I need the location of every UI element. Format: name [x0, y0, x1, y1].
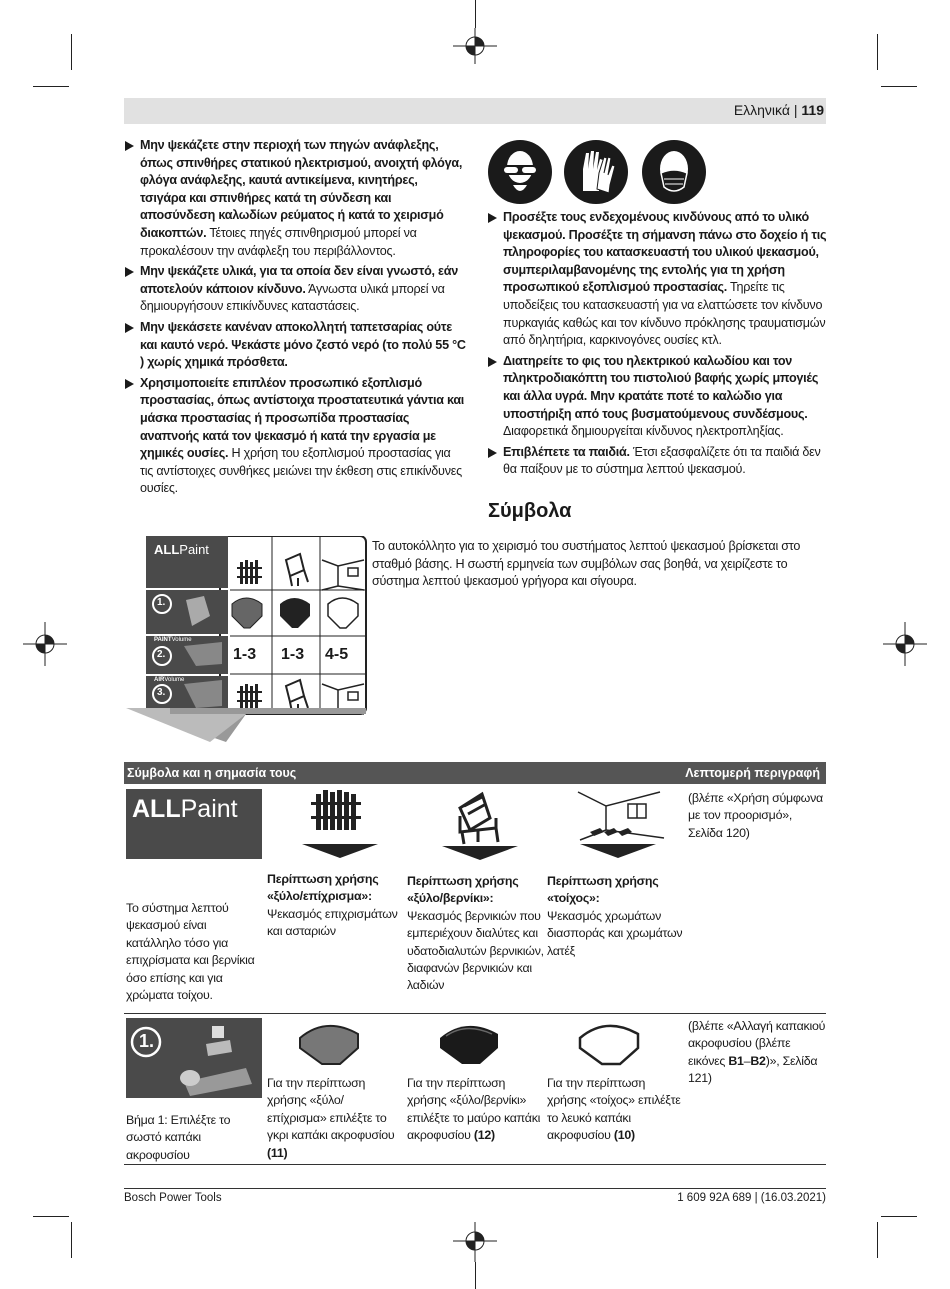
sticker-illustration: [126, 536, 368, 742]
chair-icon: [420, 788, 540, 860]
warning-item: Μην ψεκάζετε στην περιοχή των πηγών ανάφλεξης, όπως σπινθήρες στατικού ηλεκτρισμού, ανοιχτή φλόγα, φλόγα ανάφλεξης, καυτά αντικείμενα, κινητήρες, τσιγάρα και σπινθήρες κατά τη σύνδεση και αποσύνδεση καλωδίων ρεύματος ή κατά το χειρισμό διακοπτών. Τέτοιες πηγές σπινθηρισμού μπορεί να προκαλέσουν την ανάφλεξη του περιβάλλοντος.: [124, 137, 466, 260]
case-wall: Περίπτωση χρήσης «τοίχος»: Ψεκασμός χρωμάτων διασποράς και χρωμάτων λατέξ: [547, 874, 683, 958]
table-header-right: Λεπτομερή περιγραφή: [685, 766, 820, 780]
detail-nozzle-change: (βλέπε «Αλλαγή καπακιού ακροφυσίου (βλέπε εικόνες B1–B2)», Σελίδα 121): [688, 1019, 826, 1086]
page-number: 119: [801, 102, 824, 118]
table-bottom-rule: [124, 1164, 826, 1165]
detail-intended-use: (βλέπε «Χρήση σύμφωνα με τον προορισμό», Σελίδα 120): [688, 791, 823, 840]
page-header: [734, 102, 824, 118]
case-wood-varnish: Περίπτωση χρήσης «ξύλο/βερνίκι»: Ψεκασμός βερνικιών που εμπεριέχουν διαλύτες και υδατοδιαλυτών βερνικιών, διαφανών βερνικιών και λαδιών: [407, 874, 544, 993]
sticker-step-3: 3.: [157, 687, 166, 698]
footer-left: Bosch Power Tools: [124, 1192, 222, 1204]
right-column: [487, 209, 827, 482]
gloves-icon: [564, 140, 628, 204]
case-black-cap: Για την περίπτωση χρήσης «ξύλο/βερνίκι» επιλέξτε το μαύρο καπάκι ακροφυσίου (12): [407, 1076, 541, 1143]
warning-item: Επιβλέπετε τα παιδιά. Έτσι εξασφαλίζετε ότι τα παιδιά δεν θα παίξουν με το σύστημα λεπτού ψεκασμού.: [487, 444, 827, 479]
symbols-intro: Το αυτοκόλλητο για το χειρισμό του συστήματος λεπτού ψεκασμού βρίσκεται στο σταθμό βάσης. Η σωστή ερμηνεία των συμβόλων σας βοηθά, να χειρίζεστε το σύστημα λεπτού ψεκασμού γρήγορα και σίγουρα.: [372, 539, 801, 589]
room-wall-icon: [560, 786, 680, 860]
case-grey-cap: Για την περίπτωση χρήσης «ξύλο/ επίχρισμα» επιλέξτε το γκρι καπάκι ακροφυσίου (11): [267, 1076, 395, 1160]
section-title-symbols: Σύμβολα: [488, 500, 572, 522]
sticker-volume-2: 1-3: [281, 646, 305, 663]
warning-item: Διατηρείτε το φις του ηλεκτρικού καλωδίου και τον πληκτροδιακόπτη του πιστολιού βαφής χωρίς μπογιές και άλλα υγρά. Μην κρατάτε ποτέ το καλώδιο για υποστήριξη από τους βυσματούμενους συνδέσμους. Διαφορετικά δημιουργείται κίνδυνος ηλεκτροπληξίας.: [487, 353, 827, 441]
warning-item: Μην ψεκάζετε υλικά, για τα οποία δεν είναι γνωστό, εάν αποτελούν κάποιον κίνδυνο. Άγνωστα υλικά μπορεί να δημιουργήσουν επικίνδυνες καταστάσεις.: [124, 263, 466, 316]
warning-item: Προσέξτε τους ενδεχομένους κινδύνους από το υλικό ψεκασμού. Προσέξτε τη σήμανση πάνω στο δοχείο ή τις πληροφορίες του κατασκευαστή του υλικού ψεκασμού, συμπεριλαμβανομένης της εντολής για τη χρήση προσωπικού εξοπλισμού προστασίας. Τηρείτε τις υποδείξεις του κατασκευαστή για να ελαττώσετε τον κίνδυνο πυρκαγιάς καθώς και τον κίνδυνο πρόκλησης τραυματισμών από δηλητήρια, καρκινογόνες ουσίες κτλ.: [487, 209, 827, 350]
sticker-air-volume: AIRVolume: [154, 677, 185, 683]
mask-icon: [642, 140, 706, 204]
step-1-panel: [126, 1018, 262, 1098]
step-1-label: 1.: [139, 1031, 155, 1051]
allpaint-description: Το σύστημα λεπτού ψεκασμού είναι κατάλληλο τόσο για επιχρίσματα και βερνίκια όσο επίσης και για χρώματα τοίχου.: [126, 901, 255, 1003]
fence-icon: [280, 788, 400, 860]
sticker-brand: ALLPaint: [154, 542, 209, 557]
sticker-paint-volume: PAINTVolume: [154, 637, 192, 643]
header-language: Ελληνικά: [733, 102, 790, 118]
table-header-left: Σύμβολα και η σημασία τους: [127, 766, 297, 780]
case-wood-primer: Περίπτωση χρήσης «ξύλο/επίχρισμα»: Ψεκασμός επιχρισμάτων και ασταριών: [267, 872, 398, 939]
black-nozzle-cap-icon: [436, 1016, 506, 1066]
step-1-description: Βήμα 1: Επιλέξτε το σωστό καπάκι ακροφυσίου: [126, 1113, 231, 1162]
goggles-icon: [488, 140, 552, 204]
left-column: [124, 137, 466, 501]
footer-right: 1 609 92A 689 | (16.03.2021): [677, 1192, 826, 1204]
warning-item: Μην ψεκάσετε κανέναν αποκολλητή ταπετσαρίας ούτε και καυτό νερό. Ψεκάστε μόνο ζεστό νερό (το πολύ 55 °C ) χωρίς χημικά πρόσθετα.: [124, 319, 466, 372]
sticker-volume-3: 4-5: [325, 646, 349, 663]
table-row-divider: [124, 1013, 826, 1014]
warning-item: Χρησιμοποιείτε επιπλέον προσωπικό εξοπλισμό προστασίας, όπως αντίστοιχα προστατευτικά γάντια και μάσκα προστασίας ή προσωπίδα προστασίας αναπνοής κατά τον ψεκασμό ή κατά την εργασία με χημικές ουσίες. Η χρήση του εξοπλισμού προστασίας για τις αντίστοιχες συνθήκες μειώνει την έκθεση στις επικίνδυνες ουσίες.: [124, 375, 466, 498]
nozzle-change-graphic: [126, 1018, 262, 1098]
grey-nozzle-cap-icon: [296, 1016, 366, 1066]
page-header-bar: [124, 98, 826, 124]
allpaint-logo: ALLPaint: [126, 789, 262, 859]
sticker-step-1: 1.: [157, 597, 166, 608]
table-header: [124, 762, 826, 784]
white-nozzle-cap-icon: [576, 1016, 646, 1066]
case-white-cap: Για την περίπτωση χρήσης «τοίχος» επιλέξτε το λευκό καπάκι ακροφυσίου (10): [547, 1076, 681, 1143]
ppe-icons: [487, 139, 709, 205]
sticker-volume-1: 1-3: [233, 646, 257, 663]
sticker-step-2: 2.: [157, 649, 166, 660]
header-separator: |: [793, 102, 798, 118]
footer-rule: [124, 1188, 826, 1189]
